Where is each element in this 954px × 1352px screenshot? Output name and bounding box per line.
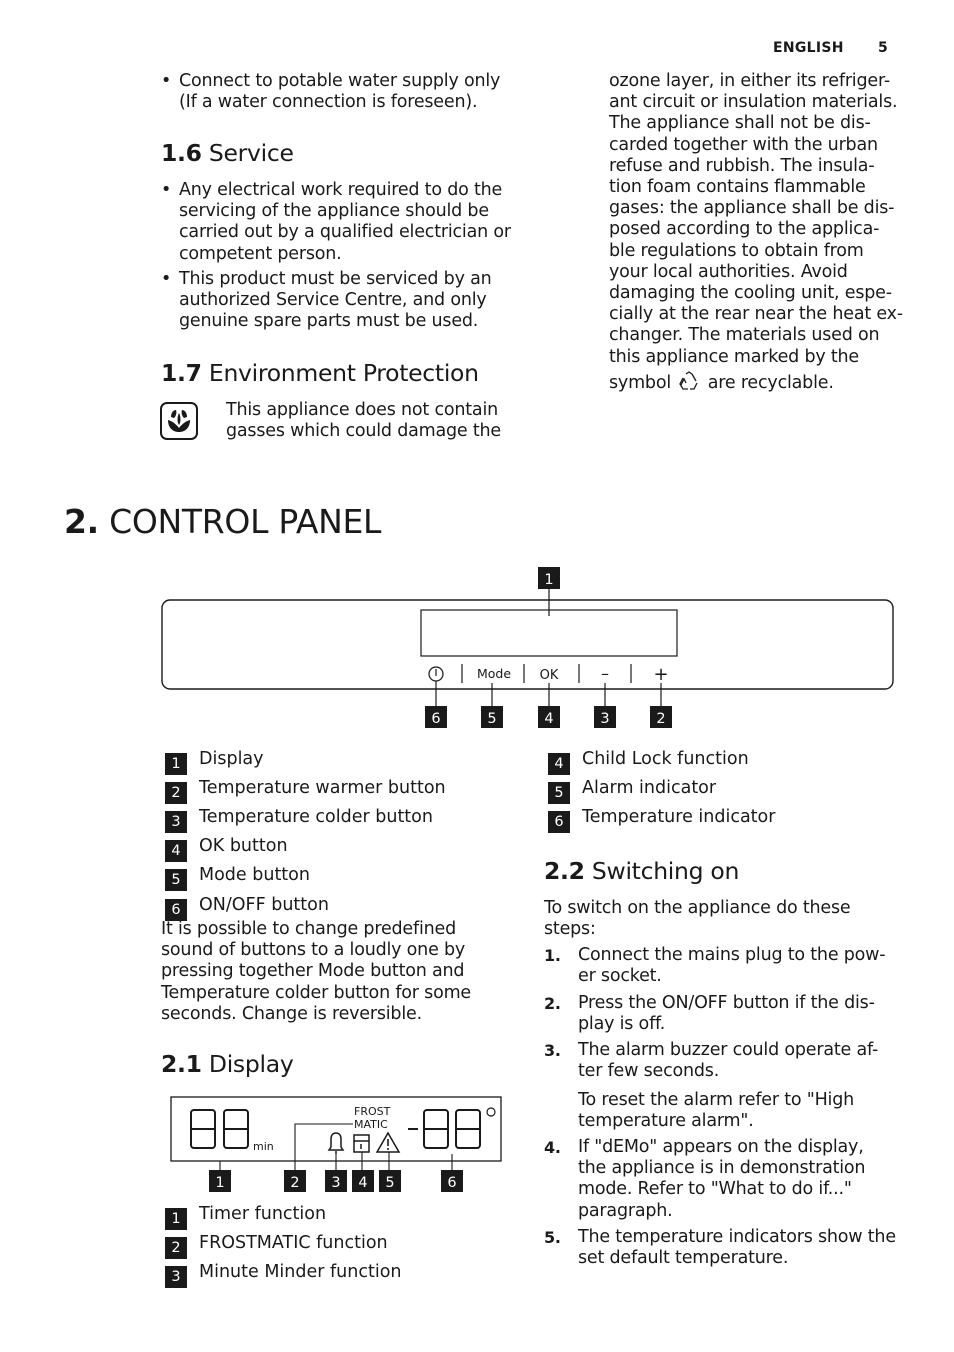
ok-button-label: OK: [539, 668, 559, 683]
bullet-dot: •: [161, 71, 172, 91]
legend-label: Temperature colder button: [199, 807, 433, 827]
section-number: 2.1: [161, 1050, 202, 1078]
page-number: 5: [878, 40, 889, 56]
bullet-water-supply: • Connect to potable water supply only (If a water connection is foreseen).: [161, 71, 501, 113]
legend-badge: 6: [548, 811, 570, 833]
step-number: 4.: [544, 1138, 561, 1157]
legend-badge: 1: [165, 1208, 187, 1230]
step-text: The temperature indicators show the set default temperature.: [578, 1227, 896, 1269]
mode-button-label: Mode: [476, 666, 512, 681]
legend-badge: 5: [165, 869, 187, 891]
environment-text-continued: ozone layer, in either its refriger- ant circuit or insulation materials. The appliance shall not be dis- carded together with the urban refuse and rubbish. The insula- tion foam contains flammable gases: the appliance shall be dis- posed according to the applica- ble regulations to obtain from your local authorities. Avoid damaging the cooling unit, espe- cially at the rear near the heat ex- changer. The materials used on this appliance marked by the symbol are recyclable.: [609, 71, 909, 394]
step-1: [544, 945, 896, 987]
step-3: [544, 1040, 896, 1082]
sound-note: It is possible to change predefined sound of buttons to a loudly one by pressing together Mode button and Temperature colder button for some seconds. Change is reversible.: [161, 919, 471, 1024]
section-number: 1.6: [161, 139, 202, 167]
step-number: 2.: [544, 994, 561, 1013]
frostmatic-label-line2: MATIC: [354, 1118, 388, 1131]
callout-number: 2: [290, 1175, 300, 1191]
environment-leaf-icon: [159, 401, 199, 441]
legend-label: Timer function: [199, 1204, 327, 1224]
minus-button-label: –: [601, 664, 609, 683]
heading-service: [161, 139, 294, 167]
step-number: 3.: [544, 1041, 561, 1060]
legend-badge: 2: [165, 782, 187, 804]
recycle-icon: [678, 371, 700, 391]
callout-number: 5: [487, 711, 497, 727]
step-5: [544, 1227, 904, 1269]
section-title: Service: [208, 139, 294, 167]
callout-number: 1: [215, 1175, 225, 1191]
legend-badge: 1: [165, 753, 187, 775]
legend-label: Minute Minder function: [199, 1262, 402, 1282]
step-4: [544, 1137, 896, 1222]
legend-label: Display: [199, 749, 264, 769]
section-title: Switching on: [591, 857, 740, 885]
min-label: min: [253, 1140, 274, 1153]
section-number: 1.7: [161, 359, 202, 387]
control-panel-diagram: [150, 560, 910, 735]
chapter-title: CONTROL PANEL: [109, 502, 382, 541]
step-number: 1.: [544, 946, 561, 965]
frostmatic-label-line1: FROST: [354, 1105, 391, 1118]
legend-badge: 4: [165, 840, 187, 862]
step-text: The alarm buzzer could operate af-ter few seconds.: [578, 1040, 879, 1082]
legend-badge: 5: [548, 782, 570, 804]
legend-badge: 6: [165, 899, 187, 921]
legend-badge: 3: [165, 811, 187, 833]
chapter-number: 2.: [64, 502, 99, 541]
heading-switching-on: [544, 857, 739, 885]
recycle-line: symbol are recyclable.: [609, 372, 834, 393]
switching-on-intro: To switch on the appliance do these steps:: [544, 898, 851, 940]
callout-number: 4: [358, 1175, 368, 1191]
step-text: To reset the alarm refer to "High temperature alarm".: [578, 1090, 855, 1132]
legend-label: FROSTMATIC function: [199, 1233, 388, 1253]
legend-label: ON/OFF button: [199, 895, 329, 915]
step-text: Press the ON/OFF button if the dis-play is off.: [578, 993, 875, 1035]
panel-display-window: [421, 610, 677, 656]
callout-number: 2: [656, 711, 666, 727]
callout-number: 1: [544, 572, 554, 588]
step-text: Connect the mains plug to the pow-er socket.: [578, 945, 886, 987]
callout-number: 3: [600, 711, 610, 727]
step-2: [544, 993, 896, 1035]
step-number: 5.: [544, 1228, 561, 1247]
legend-label: Mode button: [199, 865, 310, 885]
section-title: Environment Protection: [208, 359, 479, 387]
chapter-heading: [64, 502, 381, 541]
callout-number: 5: [385, 1175, 395, 1191]
legend-label: Child Lock function: [582, 749, 749, 769]
step-3-note: [544, 1090, 896, 1132]
running-header-language: ENGLISH: [773, 40, 844, 56]
legend-badge: 2: [165, 1237, 187, 1259]
callout-number: 6: [447, 1175, 457, 1191]
heading-display: [161, 1050, 293, 1078]
legend-label: Alarm indicator: [582, 778, 717, 798]
lcd-display-diagram: [165, 1092, 510, 1196]
legend-label: Temperature indicator: [582, 807, 776, 827]
legend-label: Temperature warmer button: [199, 778, 446, 798]
legend-badge: 4: [548, 753, 570, 775]
callout-number: 3: [331, 1175, 341, 1191]
legend-label: OK button: [199, 836, 288, 856]
service-bullet-2: • This product must be serviced by an authorized Service Centre, and only genuine spare parts must be used.: [161, 269, 492, 332]
environment-text: This appliance does not contain gasses which could damage the: [226, 400, 501, 442]
section-number: 2.2: [544, 857, 585, 885]
callout-number: 6: [431, 711, 441, 727]
plus-button-label: +: [653, 664, 669, 685]
legend-badge: 3: [165, 1266, 187, 1288]
heading-environment: [161, 359, 479, 387]
section-title: Display: [208, 1050, 294, 1078]
callout-number: 4: [544, 711, 554, 727]
step-text: If "dEMo" appears on the display, the appliance is in demonstration mode. Refer to "What to do if..." paragraph.: [578, 1137, 866, 1221]
service-bullet-1: • Any electrical work required to do the servicing of the appliance should be carried out by a qualified electrician or competent person.: [161, 180, 511, 264]
